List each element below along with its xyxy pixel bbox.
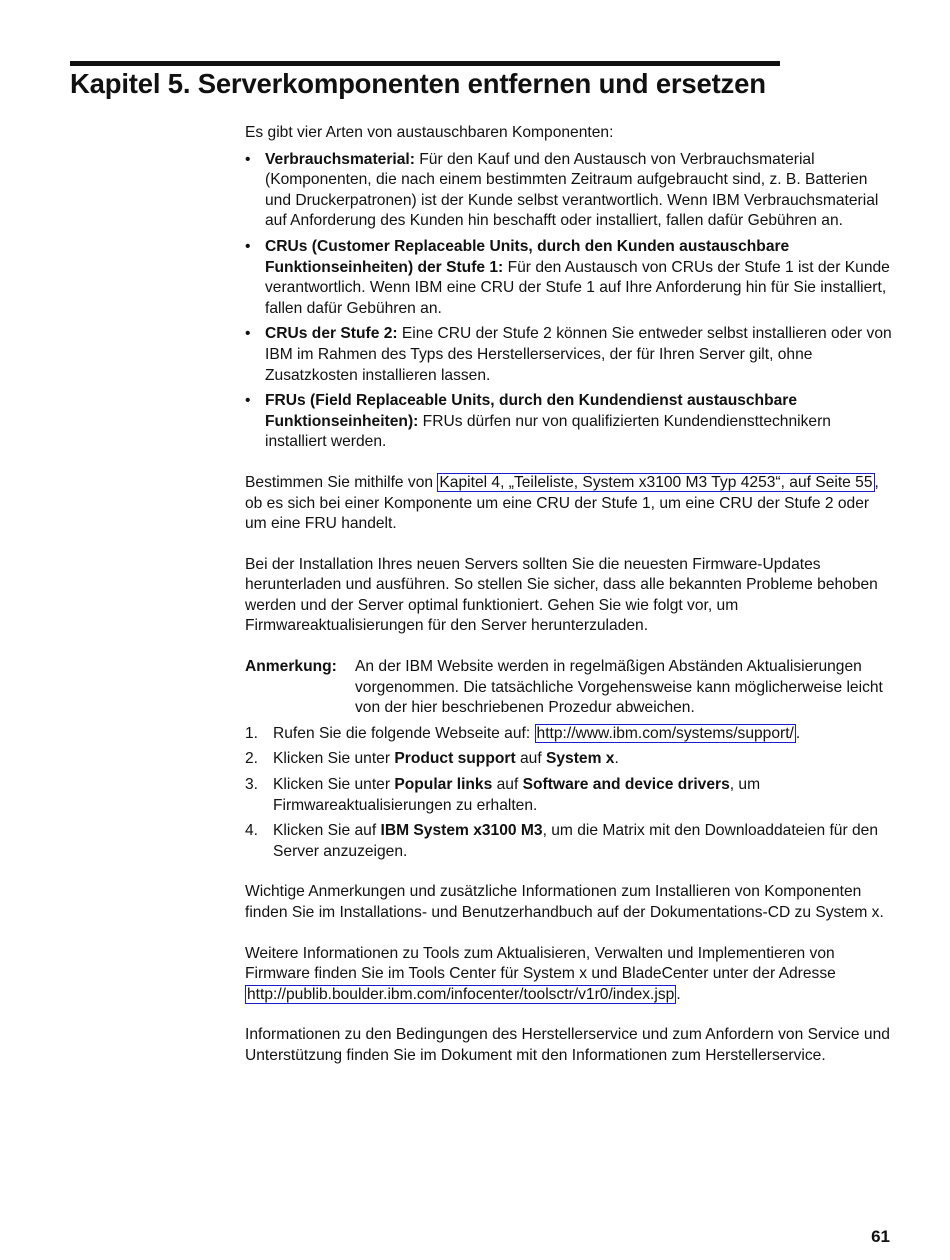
step-number: 1. [245, 724, 259, 742]
note-label: Anmerkung: [245, 658, 337, 676]
step-ui-term: Popular links [394, 776, 493, 794]
list-item-text: Für den Kauf und den Austausch von Verbrauchsmaterial (Komponenten, die nach einem bestimmten Zeitraum aufgebraucht sind, z. B. Batterien und Druckerpatronen) ist der Kunde selbst verantwortlich. Wenn IBM Verbrauchsmaterial auf Anforderung des Kunden hin beschafft oder installiert, fallen dafür Gebühren an. [265, 150, 879, 230]
bullet-icon: • [245, 237, 251, 255]
paragraph-text: Weitere Informationen zu Tools zum Aktualisieren, Verwalten und Implementieren von Firmware finden Sie im Tools Center für System x und BladeCenter unter der Adresse [245, 944, 836, 983]
tools-paragraph [245, 944, 895, 1006]
list-item-text: FRUs dürfen nur von qualifizierten Kundendiensttechnikern installiert werden. [265, 412, 831, 451]
step-text: Klicken Sie unter [273, 776, 395, 794]
step-text: , um Firmwareaktualisierungen zu erhalten. [273, 776, 761, 814]
step-ui-term: IBM System x3100 M3 [380, 822, 543, 840]
step-text: . [614, 750, 619, 768]
parts-list-link[interactable]: Kapitel 4, „Teileliste, System x3100 M3 Typ 4253“, auf Seite 55 [439, 473, 873, 491]
step-item [245, 724, 895, 745]
step-text: Klicken Sie auf [273, 822, 381, 840]
service-paragraph: Informationen zu den Bedingungen des Herstellerservice und zum Anfordern von Service und Unterstützung finden Sie im Dokument mit den Informationen zum Herstellerservice. [245, 1026, 890, 1064]
step-item [245, 821, 895, 862]
step-text: auf [515, 750, 546, 768]
component-types-list [245, 150, 895, 453]
firmware-paragraph: Bei der Installation Ihres neuen Servers sollten Sie die neuesten Firmware-Updates herunterladen und ausführen. So stellen Sie sicher, dass alle bekannten Probleme behoben werden und der Server optimal funktioniert. Gehen Sie wie folgt vor, um Firmwareaktualisierungen für den Server herunterzuladen. [245, 555, 878, 635]
page-content [245, 123, 895, 1067]
step-item [245, 749, 895, 770]
list-item-term: CRUs der Stufe 2: [265, 325, 398, 343]
note-block [245, 657, 895, 719]
list-item [245, 324, 895, 386]
paragraph-text: . [676, 985, 681, 1003]
list-item-text: Eine CRU der Stufe 2 können Sie entweder selbst installieren oder von IBM im Rahmen des Typs des Herstellerservices, der für Ihren Server gilt, ohne Zusatzkosten installieren lassen. [265, 325, 892, 384]
bullet-icon: • [245, 150, 251, 168]
step-ui-term: Product support [394, 750, 516, 768]
list-item-text: Für den Austausch von CRUs der Stufe 1 ist der Kunde verantwortlich. Wenn IBM eine CRU der Stufe 1 auf Ihre Anforderung hin für Sie installiert, fallen dafür Gebühren an. [265, 258, 890, 317]
list-item-term: Verbrauchsmaterial: [265, 150, 415, 168]
support-url-link[interactable]: http://www.ibm.com/systems/support/ [536, 724, 794, 742]
paragraph-text: Bestimmen Sie mithilfe von [245, 473, 438, 491]
step-item [245, 775, 895, 816]
parts-list-paragraph [245, 473, 895, 535]
step-text: auf [492, 776, 523, 794]
step-text: Klicken Sie unter [273, 750, 395, 768]
step-number: 2. [245, 750, 259, 768]
note-text: An der IBM Website werden in regelmäßigen Abständen Aktualisierungen vorgenommen. Die tatsächliche Vorgehensweise kann möglicherweise leicht von der hier beschriebenen Prozedur abweichen. [355, 658, 883, 717]
bullet-icon: • [245, 392, 251, 410]
steps-list [245, 724, 895, 863]
step-ui-term: Software and device drivers [522, 776, 730, 794]
step-ui-term: System x [545, 750, 615, 768]
list-item [245, 237, 895, 319]
step-text: , um die Matrix mit den Downloaddateien für den Server anzuzeigen. [273, 822, 879, 860]
chapter-title: Kapitel 5. Serverkomponenten entfernen und ersetzen [70, 68, 766, 99]
paragraph-text: , ob es sich bei einer Komponente um eine CRU der Stufe 1, um eine CRU der Stufe 2 oder um eine FRU handelt. [245, 473, 879, 533]
step-text: . [795, 724, 801, 742]
list-item [245, 150, 895, 232]
step-text: Rufen Sie die folgende Webseite auf: [273, 724, 535, 742]
toolscenter-url-link[interactable]: http://publib.boulder.ibm.com/infocenter/toolsctr/v1r0/index.jsp [247, 985, 675, 1003]
step-number: 3. [245, 776, 259, 794]
step-number: 4. [245, 822, 259, 840]
notes-paragraph: Wichtige Anmerkungen und zusätzliche Informationen zum Installieren von Komponenten finden Sie im Installations- und Benutzerhandbuch auf der Dokumentations-CD zu System x. [245, 883, 884, 921]
page-number: 61 [871, 1227, 890, 1246]
list-item-term: CRUs (Customer Replaceable Units, durch den Kunden austauschbare Funktionseinheiten) der Stufe 1: [265, 237, 790, 276]
list-item [245, 391, 895, 453]
intro-text: Es gibt vier Arten von austauschbaren Komponenten: [245, 124, 614, 141]
bullet-icon: • [245, 325, 251, 343]
list-item-term: FRUs (Field Replaceable Units, durch den Kundendienst austauschbare Funktionseinheiten): [265, 392, 798, 430]
